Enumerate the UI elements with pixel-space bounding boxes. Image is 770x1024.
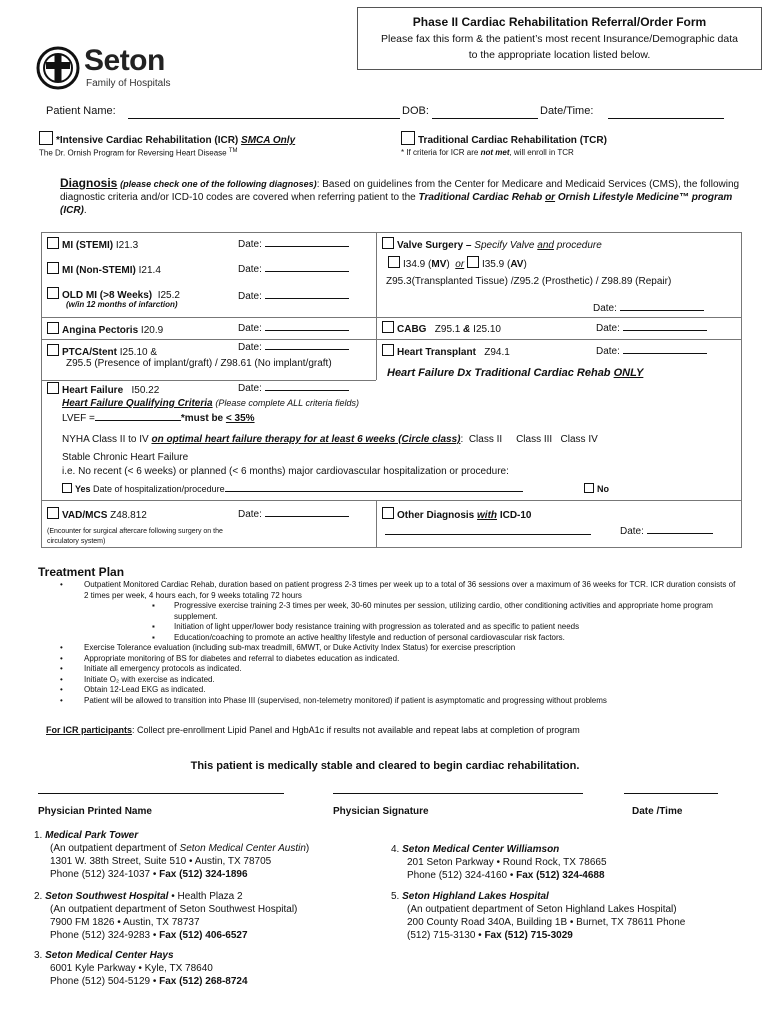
cabg-code2: I25.10 <box>473 324 501 335</box>
datetime-label: Date/Time: <box>540 105 594 117</box>
signature-date-label: Date /Time <box>632 806 683 817</box>
grid-divider-top <box>376 232 377 380</box>
physician-signature-label: Physician Signature <box>333 806 429 817</box>
av-code: I35.9 ( <box>481 259 511 270</box>
location-address: 201 Seton Parkway • Round Rock, TX 78665 <box>407 857 607 868</box>
mv-code: I34.9 ( <box>403 259 432 270</box>
location-name: Seton Medical Center Williamson <box>402 844 560 855</box>
tcr-note-b: not met <box>480 148 510 157</box>
old-mi-note: (w/in 12 months of infarction) <box>66 300 178 309</box>
location-fax: Fax (512) 268-8724 <box>159 976 248 987</box>
date-label: Date: <box>238 264 262 275</box>
date-label: Date: <box>238 509 262 520</box>
location-fax: Fax (512) 324-4688 <box>516 870 605 881</box>
tcr-note-c: , will enroll in TCR <box>509 148 574 157</box>
date-label: Date: <box>238 323 262 334</box>
grid-line-1b <box>376 317 742 318</box>
form-title: Phase II Cardiac Rehabilitation Referral/Order Form <box>412 15 707 29</box>
mi-stemi-label: MI (STEMI) <box>62 240 114 251</box>
vad-date-field[interactable] <box>265 516 349 517</box>
cabg-amp: & <box>463 324 471 335</box>
hosp-no <box>584 483 609 494</box>
hf-title-text: Heart Failure Dx Traditional Cardiac Rehab <box>387 367 611 379</box>
valve-line3: Z95.3(Transplanted Tissue) /Z95.2 (Prosthetic) / Z98.89 (Repair) <box>386 276 672 287</box>
location-phone: (512) 715-3130 • <box>407 930 482 941</box>
tcr-label: Traditional Cardiac Rehabilitation (TCR) <box>418 135 607 146</box>
angina-date <box>238 323 349 334</box>
valve-spec: Specify Valve <box>474 240 535 251</box>
other-item <box>382 507 532 521</box>
lvef-label: LVEF = <box>62 413 95 424</box>
mv-checkbox[interactable] <box>388 256 400 268</box>
treatment-list <box>84 580 740 706</box>
recent-hosp: i.e. No recent (< 6 weeks) or planned (< 6 months) major cardiovascular hospitalization or procedure: <box>62 466 509 477</box>
av-checkbox[interactable] <box>467 256 479 268</box>
treatment-subitem: ▪ Education/coaching to promote an active healthy lifestyle and reduction of personal cardiovascular risk factors. <box>174 633 740 644</box>
mi-nstemi-label: MI (Non-STEMI) <box>62 265 136 276</box>
icr-participants-note <box>46 725 580 735</box>
date-label: Date: <box>238 291 262 302</box>
valve-date-field[interactable] <box>620 310 704 311</box>
ptca-line2: Z95.5 (Presence of implant/graft) / Z98.61 (No implant/graft) <box>66 358 332 369</box>
grid-line-1 <box>41 317 376 318</box>
angina-label: Angina Pectoris <box>62 325 139 336</box>
icr-participants-text: : Collect pre-enrollment Lipid Panel and HgbA1c if results not available and repeat labs at completion of program <box>132 725 580 735</box>
diagnosis-instruction: (please check one of the following diagnoses) <box>120 179 317 189</box>
form-header-box <box>357 7 762 70</box>
cabg-item <box>382 321 501 335</box>
cabg-code: Z95.1 <box>434 324 461 335</box>
ptca-checkbox[interactable] <box>47 344 59 356</box>
hf-label: Heart Failure <box>62 385 124 396</box>
valve-date <box>593 303 704 314</box>
old-mi-date <box>238 291 349 302</box>
hf-criteria-label: Heart Failure Qualifying Criteria <box>62 398 213 409</box>
location-name: Seton Southwest Hospital <box>45 891 169 902</box>
other-icd: ICD-10 <box>499 510 532 521</box>
mi-nstemi-code: I21.4 <box>138 265 161 276</box>
hosp-no-label: No <box>597 484 609 494</box>
valve-or: or <box>455 259 465 270</box>
lvef-line <box>62 413 255 424</box>
location-dept: (An outpatient department of <box>50 843 180 854</box>
grid-line-2 <box>41 339 742 340</box>
datetime-field[interactable] <box>608 118 724 119</box>
av-close: ) <box>523 259 527 270</box>
diagnosis-ornish: Ornish Lifestyle Medicine™ program (ICR) <box>60 192 733 216</box>
old-mi-label: OLD MI (>8 Weeks) <box>62 290 153 301</box>
hosp-no-checkbox[interactable] <box>584 483 594 493</box>
location-dept-close: ) <box>305 843 310 854</box>
location-1 <box>34 829 309 881</box>
other-date-field[interactable] <box>647 533 713 534</box>
nyha-label: NYHA Class II to IV <box>62 434 149 445</box>
old-mi-item <box>47 287 180 301</box>
cabg-checkbox[interactable] <box>382 321 394 333</box>
icr-note-text: The Dr. Ornish Program for Reversing Heart Disease <box>39 148 227 158</box>
seton-cross-icon <box>36 46 80 90</box>
hf-criteria <box>62 398 359 409</box>
logo-name: Seton <box>84 44 165 77</box>
angina-date-field[interactable] <box>265 330 349 331</box>
diagnosis-tcr: Traditional Cardiac Rehab <box>418 192 543 203</box>
treatment-bullet: • Patient will be allowed to transition into Phase III (supervised, non-telemetry monitored) if patient is asymptomatic and progressing without problems <box>84 696 740 707</box>
hf-date-field[interactable] <box>265 390 349 391</box>
cabg-date-field[interactable] <box>623 330 707 331</box>
other-with: with <box>477 510 498 521</box>
location-dept: (An outpatient department of Seton Highland Lakes Hospital) <box>407 904 677 915</box>
physician-printed-name-label: Physician Printed Name <box>38 806 152 817</box>
seton-logo <box>36 44 196 92</box>
date-label: Date: <box>238 383 262 394</box>
location-fax: Fax (512) 406-6527 <box>159 930 248 941</box>
old-mi-date-field[interactable] <box>265 298 349 299</box>
lvef-field[interactable] <box>95 420 181 421</box>
physician-signature-field[interactable] <box>333 793 583 794</box>
dob-field[interactable] <box>432 118 538 119</box>
location-2 <box>34 890 297 942</box>
date-label: Date: <box>620 526 644 537</box>
hosp-yes-label: Yes <box>75 484 91 494</box>
icr-note <box>39 148 238 158</box>
transplant-date-field[interactable] <box>623 353 707 354</box>
mv-close: ) <box>446 259 450 270</box>
location-address: 1301 W. 38th Street, Suite 510 • Austin, TX 78705 <box>50 856 272 867</box>
treatment-bullet: • Exercise Tolerance evaluation (including sub-max treadmill, 6MWT, or Duke Activity Index Status) for exercise prescription <box>84 643 740 654</box>
patient-name-field[interactable] <box>128 118 400 119</box>
hf-title <box>387 367 643 379</box>
diagnosis-paragraph <box>60 177 740 217</box>
mi-nstemi-date <box>238 264 349 275</box>
other-label: Other Diagnosis <box>397 510 475 521</box>
hosp-yes-checkbox[interactable] <box>62 483 72 493</box>
transplant-code: Z94.1 <box>484 347 510 358</box>
icr-option <box>39 131 295 146</box>
date-label: Date: <box>238 239 262 250</box>
patient-name-label: Patient Name: <box>46 105 116 117</box>
cabg-label: CABG <box>397 324 427 335</box>
diagnosis-text: : Based on guidelines from the Center for Medicare and Medicaid Services (CMS), the following diagnostic criteria and/or ICD-10 codes are covered when referring patient to the <box>60 179 740 203</box>
location-dept: (An outpatient department of Seton Southwest Hospital) <box>50 904 298 915</box>
ptca-label: PTCA/Stent <box>62 347 117 358</box>
location-num: 4. <box>391 844 400 855</box>
icr-location: SMCA Only <box>241 135 296 146</box>
ptca-date-field[interactable] <box>265 349 349 350</box>
mi-stemi-code: I21.3 <box>115 240 139 251</box>
location-dept-hospital: Seton Medical Center Austin <box>179 843 306 854</box>
old-mi-code: I25.2 <box>157 290 180 301</box>
nyha-class-4[interactable]: Class IV <box>560 434 598 445</box>
physician-printed-name-field[interactable] <box>38 793 284 794</box>
old-mi-checkbox[interactable] <box>47 287 59 299</box>
grid-line-3 <box>41 380 376 381</box>
grid-divider-bottom <box>376 500 377 548</box>
angina-code: I20.9 <box>140 325 164 336</box>
mi-nstemi-checkbox[interactable] <box>47 262 59 274</box>
lvef-must: *must be <box>180 413 224 424</box>
treatment-bullet: • Initiate O₂ with exercise as indicated. <box>84 675 740 686</box>
tcr-checkbox[interactable] <box>401 131 415 145</box>
nyha-class-2[interactable]: Class II <box>468 434 503 445</box>
grid-line-4 <box>41 500 742 501</box>
location-phone: Phone (512) 324-1037 • <box>50 869 157 880</box>
nyha-colon: : <box>460 434 464 445</box>
location-num: 3. <box>34 950 43 961</box>
tcr-note-a: * If criteria for ICR are <box>401 148 479 157</box>
valve-checkbox[interactable] <box>382 237 394 249</box>
vad-label: VAD/MCS <box>62 510 108 521</box>
location-phone: Phone (512) 504-5129 • <box>50 976 157 987</box>
location-name: Seton Highland Lakes Hospital <box>402 891 549 902</box>
mi-stemi-date-field[interactable] <box>265 246 349 247</box>
nyha-class-3[interactable]: Class III <box>516 434 553 445</box>
date-label: Date: <box>593 303 617 314</box>
diagnosis-heading: Diagnosis <box>60 176 118 190</box>
stable-chf: Stable Chronic Heart Failure <box>62 452 189 463</box>
valve-label: Valve Surgery – <box>397 240 472 251</box>
location-num: 5. <box>391 891 400 902</box>
location-address: 7900 FM 1826 • Austin, TX 78737 <box>50 917 200 928</box>
date-label: Date: <box>238 342 262 353</box>
hosp-date-label: Date of hospitalization/procedure <box>93 484 225 494</box>
mi-nstemi-date-field[interactable] <box>265 271 349 272</box>
hosp-date-field[interactable] <box>225 491 523 492</box>
logo-tagline: Family of Hospitals <box>86 78 171 89</box>
transplant-label: Heart Transplant <box>397 347 476 358</box>
location-phone: Phone (512) 324-9283 • <box>50 930 157 941</box>
treatment-bullet: • Outpatient Monitored Cardiac Rehab, duration based on patient progress 2-3 times per week up to a total of 36 sessions over a maximum of 36 weeks for TCR. ICR duration consists of 2 times per week, 4 hours each, for 9 weeks totaling 72 hours <box>84 580 740 601</box>
location-3 <box>34 949 248 988</box>
av-label: AV <box>510 259 524 270</box>
location-name: Seton Medical Center Hays <box>45 950 174 961</box>
hf-title-only: ONLY <box>613 367 644 379</box>
treatment-heading: Treatment Plan <box>38 565 125 579</box>
diagnosis-end: . <box>83 205 87 216</box>
location-name: Medical Park Tower <box>45 830 139 841</box>
cabg-date <box>596 323 707 334</box>
ptca-code: I25.10 & <box>119 347 158 358</box>
treatment-bullet: • Initiate all emergency protocols as indicated. <box>84 664 740 675</box>
ptca-item <box>47 344 157 358</box>
angina-checkbox[interactable] <box>47 322 59 334</box>
location-address: 200 County Road 340A, Building 1B • Burnet, TX 78611 Phone <box>407 917 686 928</box>
form-subtitle: Please fax this form & the patient’s most recent Insurance/Demographic data to the appropriate location listed below. <box>381 33 738 61</box>
treatment-subitem: ▪ Progressive exercise training 2-3 times per week, 30-60 minutes per session, utilizing cardio, other conditioning activities and appropriate home program supplement. <box>174 601 740 622</box>
signature-date-field[interactable] <box>624 793 718 794</box>
other-diagnosis-field[interactable] <box>385 534 591 535</box>
valve-codes <box>388 256 527 270</box>
dob-label: DOB: <box>402 105 429 117</box>
icr-participants-label: For ICR participants <box>46 725 133 735</box>
lvef-value: < 35% <box>225 413 255 424</box>
transplant-item <box>382 344 510 358</box>
valve-item <box>382 237 602 251</box>
mi-stemi-date <box>238 239 349 250</box>
vad-checkbox[interactable] <box>47 507 59 519</box>
vad-note: (Encounter for surgical aftercare following surgery on the circulatory system) <box>47 528 223 545</box>
nyha-line <box>62 434 598 445</box>
mi-nstemi-item <box>47 262 161 276</box>
mi-stemi-checkbox[interactable] <box>47 237 59 249</box>
date-label: Date: <box>596 323 620 334</box>
location-fax: Fax (512) 324-1896 <box>159 869 248 880</box>
location-num: 2. <box>34 891 43 902</box>
hf-date <box>238 383 349 394</box>
icr-checkbox[interactable] <box>39 131 53 145</box>
location-num: 1. <box>34 830 43 841</box>
location-name-extra: • Health Plaza 2 <box>171 891 243 902</box>
transplant-date <box>596 346 707 357</box>
hf-item <box>47 382 159 396</box>
treatment-bullet: • Obtain 12-Lead EKG as indicated. <box>84 685 740 696</box>
other-date <box>620 526 713 537</box>
hf-code: I50.22 <box>131 385 160 396</box>
transplant-checkbox[interactable] <box>382 344 394 356</box>
hf-criteria-note: (Please complete ALL criteria fields) <box>215 398 359 408</box>
nyha-criteria: on optimal heart failure therapy for at least 6 weeks (Circle class) <box>151 434 461 445</box>
angina-item <box>47 322 163 336</box>
valve-proc: procedure <box>556 240 602 251</box>
vad-date <box>238 509 349 520</box>
treatment-subitem: ▪ Initiation of light upper/lower body resistance training with progression as tolerated and as specific to patient needs <box>174 622 740 633</box>
tcr-note <box>401 148 574 157</box>
mv-label: MV <box>431 259 447 270</box>
location-5 <box>391 890 685 942</box>
treatment-bullet: • Appropriate monitoring of BS for diabetes and referral to diabetes education as indicated. <box>84 654 740 665</box>
location-phone: Phone (512) 324-4160 • <box>407 870 514 881</box>
location-4 <box>391 843 607 882</box>
treatment-sublist <box>84 601 740 643</box>
mi-stemi-item <box>47 237 138 251</box>
vad-item <box>47 507 147 521</box>
icr-label: *Intensive Cardiac Rehabilitation (ICR) <box>56 135 239 146</box>
hf-checkbox[interactable] <box>47 382 59 394</box>
ptca-date <box>238 342 349 353</box>
clearance-statement: This patient is medically stable and cleared to begin cardiac rehabilitation. <box>190 760 580 772</box>
vad-code: Z48.812 <box>110 510 147 521</box>
other-checkbox[interactable] <box>382 507 394 519</box>
valve-and: and <box>537 240 554 251</box>
location-fax: Fax (512) 715-3029 <box>484 930 573 941</box>
date-label: Date: <box>596 346 620 357</box>
hosp-yes-line <box>62 483 523 494</box>
icr-note-tm: TM <box>228 148 238 154</box>
tcr-option <box>401 131 607 146</box>
location-address: 6001 Kyle Parkway • Kyle, TX 78640 <box>50 963 213 974</box>
diagnosis-or: or <box>545 192 556 203</box>
